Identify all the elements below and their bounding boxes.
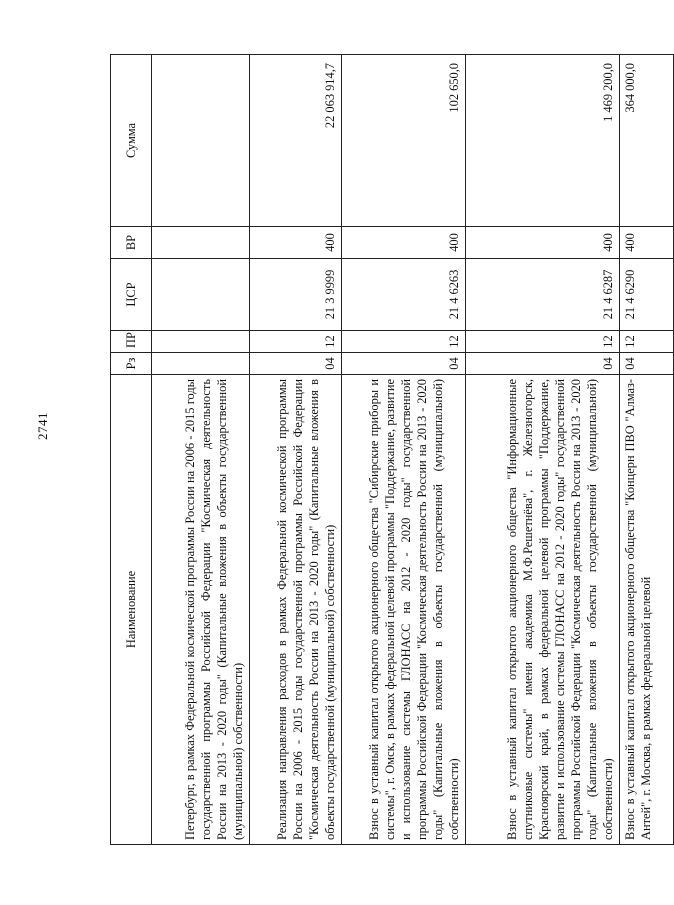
- header-csr: ЦСР: [111, 259, 152, 331]
- row-rz: 04: [250, 353, 342, 375]
- row-sum: 364 000,0: [620, 55, 674, 227]
- table-header-row: [111, 55, 152, 845]
- row-pr: 12: [342, 331, 466, 353]
- row-csr: [152, 259, 250, 331]
- row-rz: 04: [620, 353, 674, 375]
- row-pr: 12: [250, 331, 342, 353]
- row-vr: 400: [342, 227, 466, 259]
- table-row: [620, 55, 674, 845]
- header-pr: ПР: [111, 331, 152, 353]
- row-name: Петербург, в рамках Федеральной космической программы России на 2006 - 2015 годы государственной программы Российской Федерации "Космическая деятельность России на 2013 - 2020 годы" (Капитальные вложения в объекты государственной (муниципальной) собственности): [152, 375, 250, 845]
- row-vr: 400: [620, 227, 674, 259]
- row-name: Взнос в уставный капитал открытого акционерного общества "Сибирские приборы и системы", г. Омск, в рамках федеральной целевой программы "Поддержание, развитие и использование системы ГЛОНАСС на 2012 - 2020 годы" государственной программы Российской Федерации "Космическая деятельность России на 2013 - 2020 годы" (Капитальные вложения в объекты государственной (муниципальной) собственности): [342, 375, 466, 845]
- row-rz: [152, 353, 250, 375]
- row-csr: 21 4 6290: [620, 259, 674, 331]
- row-csr: 21 4 6263: [342, 259, 466, 331]
- header-rz: Рз: [111, 353, 152, 375]
- table-row: [342, 55, 466, 845]
- row-name: Взнос в уставный капитал открытого акционерного общества "Информационные спутниковые системы" имени академика М.Ф.Решетнёва", г. Железногорск, Красноярский край, в рамках федеральной целевой программы "Поддержание, развитие и использование системы ГЛОНАСС на 2012 - 2020 годы" государственной программы Российской Федерации "Космическая деятельность России на 2013 - 2020 годы" (Капитальные вложения в объекты государственной (муниципальной) собственности): [466, 375, 620, 845]
- header-sum: Сумма: [111, 55, 152, 227]
- row-pr: [152, 331, 250, 353]
- table-row: [250, 55, 342, 845]
- row-pr: 12: [620, 331, 674, 353]
- row-pr: 12: [466, 331, 620, 353]
- header-name: Наименование: [111, 375, 152, 845]
- header-vr: ВР: [111, 227, 152, 259]
- row-sum: [152, 55, 250, 227]
- row-rz: 04: [466, 353, 620, 375]
- budget-table-frame: [110, 55, 655, 845]
- page-number: 2741: [35, 412, 50, 440]
- row-rz: 04: [342, 353, 466, 375]
- table-row: [152, 55, 250, 845]
- table-row: [466, 55, 620, 845]
- row-csr: 21 4 6287: [466, 259, 620, 331]
- row-vr: [152, 227, 250, 259]
- row-sum: 102 650,0: [342, 55, 466, 227]
- row-csr: 21 3 9999: [250, 259, 342, 331]
- budget-table: [110, 54, 674, 845]
- row-vr: 400: [466, 227, 620, 259]
- row-name: Реализация направления расходов в рамках Федеральной космической программы России на 2006 - 2015 годы государственной программы Российской Федерации "Космическая деятельность России на 2013 - 2020 годы" (Капитальные вложения в объекты государственной (муниципальной) собственности): [250, 375, 342, 845]
- row-sum: 22 063 914,7: [250, 55, 342, 227]
- row-name: Взнос в уставный капитал открытого акционерного общества "Концерн ПВО "Алмаз-Антей", г. Москва, в рамках федеральной целевой: [620, 375, 674, 845]
- row-vr: 400: [250, 227, 342, 259]
- row-sum: 1 469 200,0: [466, 55, 620, 227]
